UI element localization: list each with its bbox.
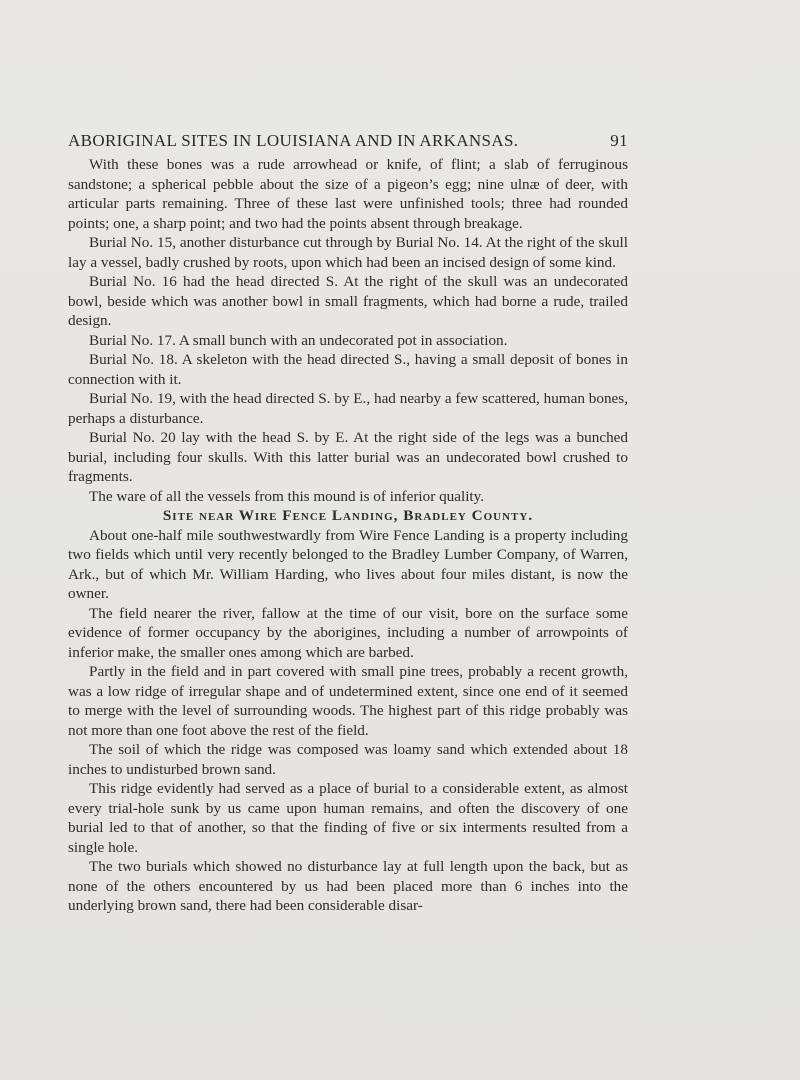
paragraph: Burial No. 17. A small bunch with an undecorated pot in association.: [89, 331, 508, 349]
paragraph: About one-half mile southwestwardly from Wire Fence Landing is a property including two fields which until very recently belonged to the Bradley Lumber Company, of Warren, Ark., but of which Mr. William Harding, who lives about four miles distant, is now the owner.: [68, 526, 628, 602]
paragraph: Burial No. 16 had the head directed S. At the right of the skull was an undecorated bowl, beside which was another bowl in small fragments, which had borne a rude, trailed design.: [68, 273, 628, 329]
paragraph: The soil of which the ridge was composed was loamy sand which extended about 18 inches to undisturbed brown sand.: [68, 741, 628, 778]
running-title: ABORIGINAL SITES IN LOUISIANA AND IN ARKANSAS.: [68, 131, 519, 150]
page-body: [68, 155, 628, 916]
section-heading: Site near Wire Fence Landing, Bradley County.: [162, 507, 534, 524]
paragraph: Burial No. 20 lay with the head S. by E. At the right side of the legs was a bunched burial, including four skulls. With this latter burial was an undecorated bowl crushed to fragments.: [68, 429, 628, 485]
paragraph: The two burials which showed no disturbance lay at full length upon the back, but as none of the others encountered by us had been placed more than 6 inches into the underlying brown sand, there had been considerable disar-: [68, 858, 628, 914]
paragraph: The ware of all the vessels from this mound is of inferior quality.: [89, 487, 485, 505]
paragraph: This ridge evidently had served as a place of burial to a considerable extent, as almost every trial-hole sunk by us came upon human remains, and often the discovery of one burial led to that of another, so that the finding of five or six interments resulted from a single hole.: [68, 780, 628, 856]
paragraph: Burial No. 15, another disturbance cut through by Burial No. 14. At the right of the skull lay a vessel, badly crushed by roots, upon which had been an incised design of some kind.: [68, 234, 628, 271]
paragraph: Burial No. 19, with the head directed S. by E., had nearby a few scattered, human bones, perhaps a disturbance.: [68, 390, 628, 427]
paragraph: Burial No. 18. A skeleton with the head directed S., having a small deposit of bones in connection with it.: [68, 351, 628, 388]
paragraph: The field nearer the river, fallow at the time of our visit, bore on the surface some evidence of former occupancy by the aborigines, including a number of arrowpoints of inferior make, the smaller ones among which are barbed.: [68, 604, 628, 661]
paragraph: Partly in the field and in part covered with small pine trees, probably a recent growth, was a low ridge of irregular shape and of undetermined extent, since one end of it seemed to merge with the level of surrounding woods. The highest part of this ridge probably was not more than one foot above the rest of the field.: [68, 663, 628, 739]
running-header: [68, 131, 628, 155]
page-number: 91: [610, 131, 628, 150]
paragraph: With these bones was a rude arrowhead or knife, of flint; a slab of ferruginous sandstone; a spherical pebble about the size of a pigeon’s egg; nine ulnæ of deer, with articular parts remaining. Three of these last were unfinished tools; three had rounded points; one, a sharp point; and two had the points absent through breakage.: [68, 156, 628, 232]
